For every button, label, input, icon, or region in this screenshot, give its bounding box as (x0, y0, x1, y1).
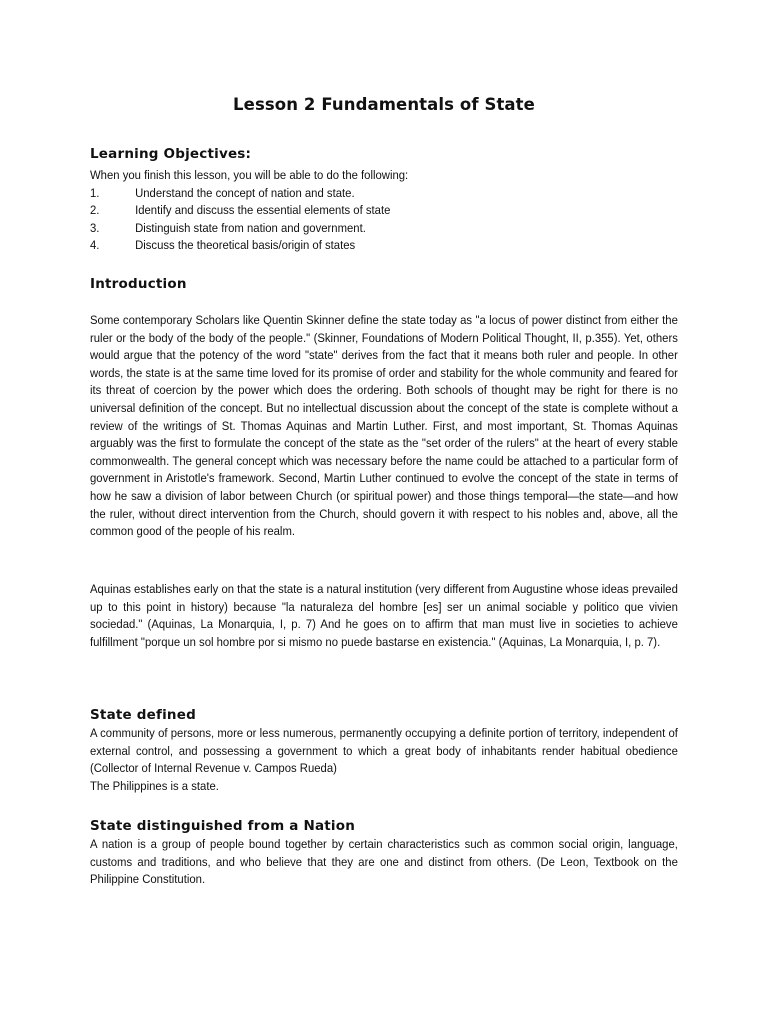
page-title: Lesson 2 Fundamentals of State (233, 95, 535, 114)
state-vs-nation-heading: State distinguished from a Nation (90, 818, 356, 834)
learning-objectives-body (90, 167, 678, 255)
state-defined-section (90, 707, 678, 723)
introduction-section (90, 276, 678, 292)
objective-item (90, 220, 678, 238)
state-vs-nation-paragraph: A nation is a group of people bound together by certain characteristics such as common social origin, language, customs and traditions, and who believe that they are one and distinct from others. (De Leon, Textbook on the Philippine Constitution. (90, 837, 678, 887)
objectives-list (90, 185, 678, 255)
objective-item (90, 202, 678, 220)
learning-objectives-section (90, 146, 678, 162)
introduction-body (90, 312, 678, 541)
objective-number: 2. (90, 203, 100, 218)
objective-item (90, 237, 678, 255)
objective-text: Distinguish state from nation and government. (135, 220, 366, 235)
objective-text: Understand the concept of nation and state. (135, 185, 355, 200)
objective-text: Identify and discuss the essential elements of state (135, 203, 391, 218)
state-defined-paragraph: A community of persons, more or less numerous, permanently occupying a definite portion of territory, independent of external control, and possessing a government to which a great body of inhabitants render habitual obedience (Collector of Internal Revenue v. Campos Rueda) (90, 726, 678, 776)
state-vs-nation-body (90, 836, 678, 889)
introduction-paragraph-1: Some contemporary Scholars like Quentin Skinner define the state today as "a locus of power distinct from either the ruler or the body of the body of the people." (Skinner, Foundations of Modern Political Thought, II, p.355). Yet, others would argue that the potency of the word "state" derives from the fact that it means both ruler and people. In other words, the state is at the same time loved for its promise of order and stability for the whole community and feared for its threat of coercion by the power which does the ordering. Both schools of thought may be right for there is no universal definition of the concept. But no intellectual discussion about the concept of the state is complete without a review of the writings of St. Thomas Aquinas and Martin Luther. First, and most important, St. Thomas Aquinas arguably was the first to formulate the concept of the state as the "set order of the rulers" at the heart of every stable commonwealth. The general concept which was necessary before the name could be attached to a particular form of government in Aristotle's framework. Second, Martin Luther continued to evolve the concept of the state in terms of how he saw a division of labor between Church (or spiritual power) and those things temporal—the state—and how the ruler, without direct intervention from the Church, should govern it with respect to his nobles and, above, all the common good of the people of his realm. (90, 313, 678, 539)
objective-number: 1. (90, 185, 100, 200)
objective-item (90, 185, 678, 203)
introduction-paragraph-2: Aquinas establishes early on that the state is a natural institution (very different from Augustine whose ideas prevailed up to this point in history) because "la naturaleza del hombre [es] ser un animal sociable y politico que vivien sociedad." (Aquinas, La Monarquia, I, p. 7) And he goes on to affirm that man must live in societies to achieve fulfillment "porque un sol hombre por si mismo no puede bastarse en existencia." (Aquinas, La Monarquia, I, p. 7). (90, 582, 678, 649)
objectives-intro: When you finish this lesson, you will be able to do the following: (90, 168, 409, 182)
state-defined-body (90, 725, 678, 795)
state-defined-heading: State defined (90, 707, 196, 723)
objective-number: 4. (90, 238, 100, 253)
objective-number: 3. (90, 220, 100, 235)
state-defined-note: The Philippines is a state. (90, 778, 219, 793)
state-vs-nation-section (90, 818, 678, 834)
objective-text: Discuss the theoretical basis/origin of states (135, 238, 356, 253)
introduction-heading: Introduction (90, 276, 187, 292)
learning-objectives-heading: Learning Objectives: (90, 146, 252, 162)
introduction-body-2 (90, 581, 678, 651)
